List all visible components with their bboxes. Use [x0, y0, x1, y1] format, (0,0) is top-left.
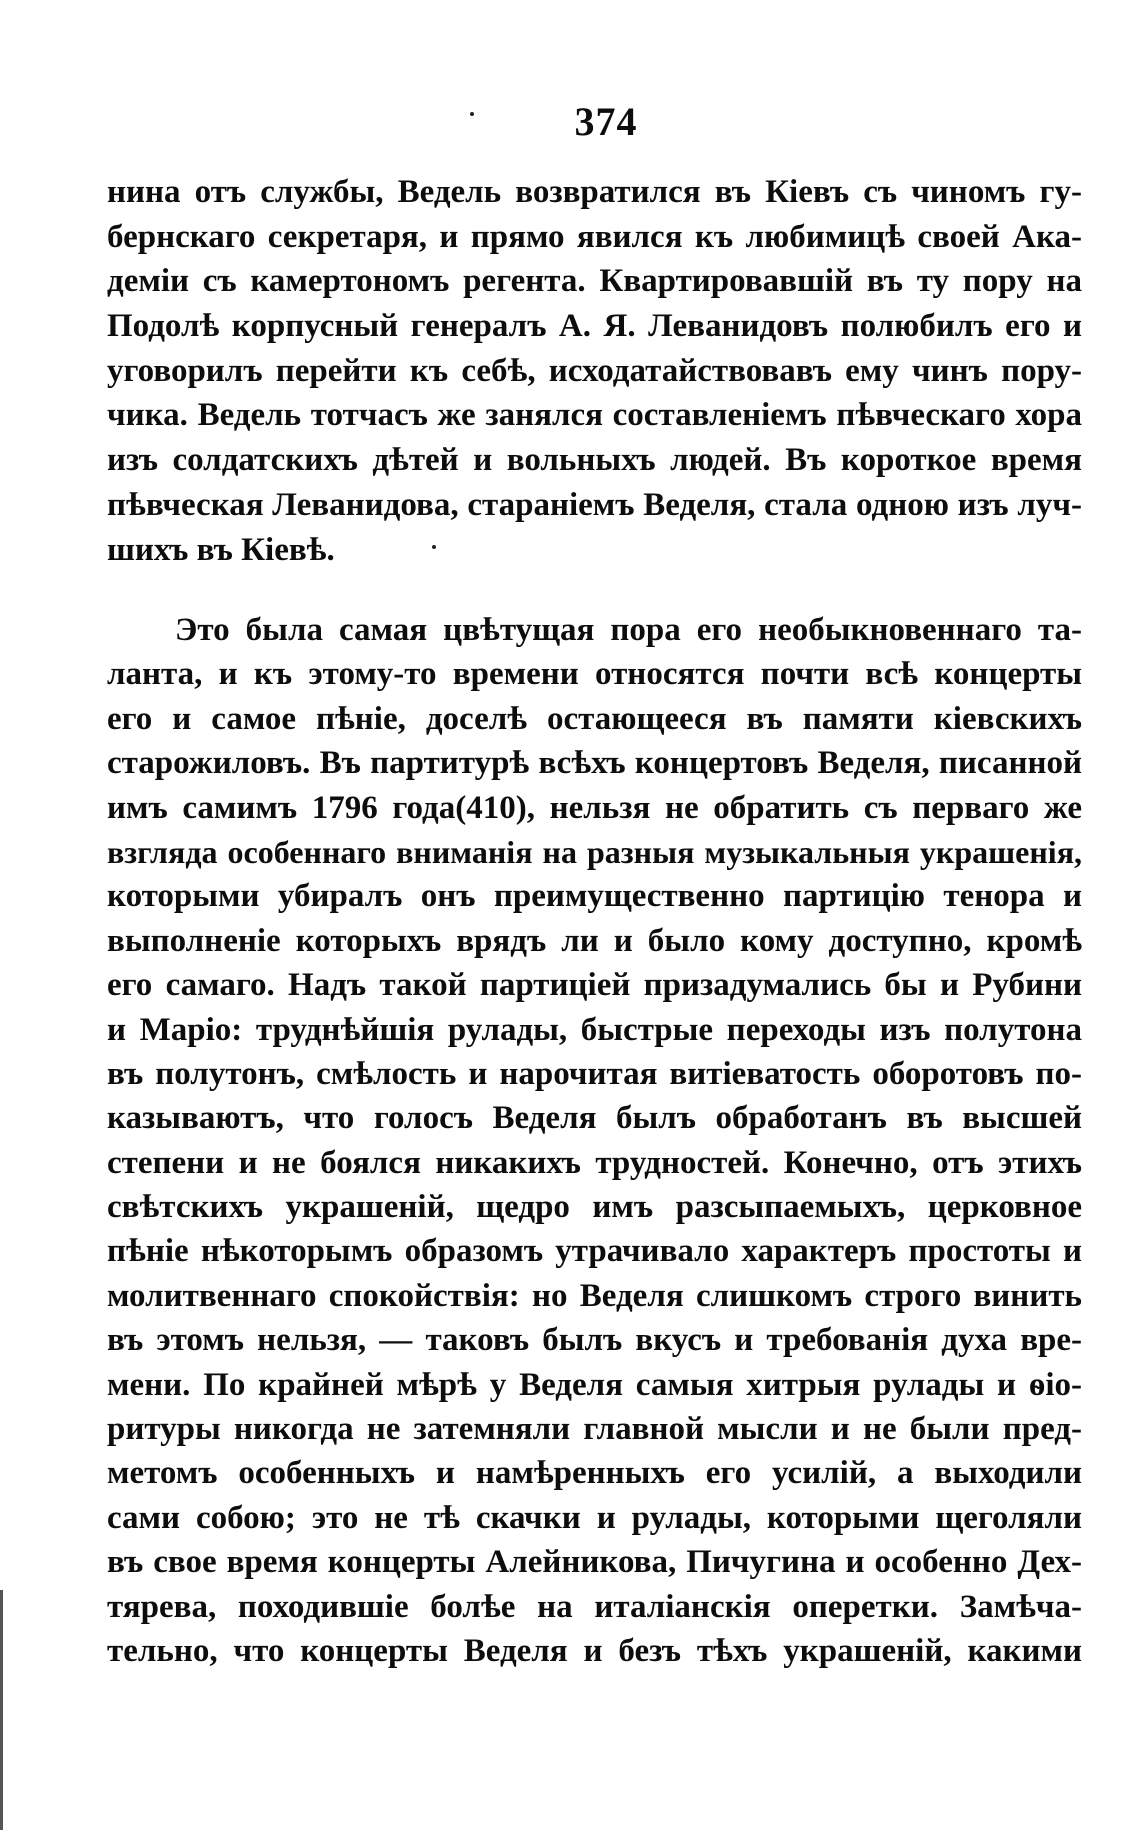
scan-speck [470, 112, 474, 116]
text-line: въ полутонъ, смѣлость и нарочитая витіеватость оборотовъ по- [107, 1055, 1082, 1092]
text-line: чика. Ведель тотчасъ же занялся составленіемъ пѣвческаго хора [107, 397, 1082, 434]
text-line: тельно, что концерты Веделя и безъ тѣхъ украшеній, какими [107, 1632, 1082, 1669]
text-line: имъ самимъ 1796 года(410), нельзя не обратить съ перваго же [107, 789, 1082, 826]
text-line: его и самое пѣніе, доселѣ остающееся въ памяти кіевскихъ [107, 700, 1082, 737]
page-number: 374 [574, 99, 638, 144]
text-line: шихъ въ Кіевѣ. [107, 531, 335, 568]
paragraph-2 [107, 608, 1082, 1673]
scan-speck [432, 545, 436, 549]
text-line: его самаго. Надъ такой партиціей призадумались бы и Рубини [107, 967, 1082, 1004]
text-line: свѣтскихъ украшеній, щедро имъ разсыпаемыхъ, церковное [107, 1189, 1082, 1226]
text-line: въ этомъ нельзя, — таковъ былъ вкусъ и требованія духа вре- [107, 1322, 1082, 1359]
paragraph-1 [107, 170, 1082, 572]
text-line: въ свое время концерты Алейникова, Пичугина и особенно Дех- [107, 1544, 1082, 1581]
text-line: уговорилъ перейти къ себѣ, исходатайствовавъ ему чинъ пору- [107, 352, 1082, 389]
text-line: деміи съ камертономъ регента. Квартировавшій въ ту пору на [107, 263, 1082, 300]
text-line: мени. По крайней мѣрѣ у Веделя самыя хитрыя рулады и ѳіо- [107, 1366, 1082, 1403]
text-line: ритуры никогда не затемняли главной мысли и не были пред- [107, 1411, 1082, 1448]
text-line: пѣвческая Леванидова, стараніемъ Веделя, стала одною изъ луч- [107, 486, 1082, 523]
text-line: изъ солдатскихъ дѣтей и вольныхъ людей. Въ короткое время [107, 442, 1082, 479]
text-line: тярева, походившіе болѣе на италіанскія оперетки. Замѣча- [107, 1588, 1082, 1625]
text-line: Подолѣ корпусный генералъ А. Я. Леванидовъ полюбилъ его и [107, 308, 1082, 345]
text-line: пѣніе нѣкоторымъ образомъ утрачивало характеръ простоты и [107, 1233, 1082, 1270]
text-line: степени и не боялся никакихъ трудностей. Конечно, отъ этихъ [107, 1144, 1082, 1181]
text-line: бернскаго секретаря, и прямо явился къ любимицѣ своей Ака- [107, 218, 1082, 255]
text-line: и Маріо: труднѣйшія рулады, быстрые переходы изъ полутона [107, 1011, 1082, 1048]
text-line: взгляда особеннаго вниманія на разныя музыкальныя украшенія, [107, 833, 1082, 870]
text-line: выполненіе которыхъ врядъ ли и было кому доступно, кромѣ [107, 922, 1082, 959]
text-line: метомъ особенныхъ и намѣренныхъ его усилій, а выходили [107, 1455, 1082, 1492]
text-line: сами собою; это не тѣ скачки и рулады, которыми щеголяли [107, 1499, 1082, 1536]
text-line: ланта, и къ этому-то времени относятся почти всѣ концерты [107, 656, 1082, 693]
text-line: которыми убиралъ онъ преимущественно партицію тенора и [107, 878, 1082, 915]
text-line: Это была самая цвѣтущая пора его необыкновеннаго та- [175, 612, 1082, 648]
text-line: казываютъ, что голосъ Веделя былъ обработанъ въ высшей [107, 1100, 1082, 1137]
text-line: молитвеннаго спокойствія: но Веделя слишкомъ строго винить [107, 1277, 1082, 1314]
text-line: нина отъ службы, Ведель возвратился въ Кіевъ съ чиномъ гу- [107, 174, 1082, 210]
text-line: старожиловъ. Въ партитурѣ всѣхъ концертовъ Веделя, писанной [107, 745, 1082, 782]
scan-edge-mark [0, 1590, 3, 1830]
